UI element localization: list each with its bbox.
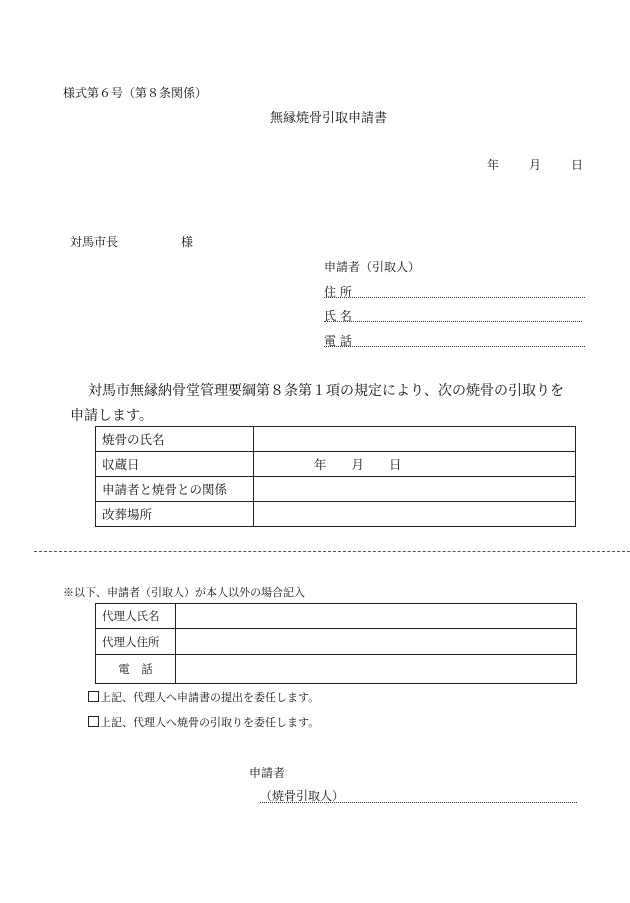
footer-signature-field[interactable] — [260, 787, 577, 803]
addressee-name: 対馬市長 — [70, 235, 119, 249]
row-label: 電 話 — [96, 655, 176, 684]
proxy-info-table — [95, 603, 577, 684]
proxy-name-cell[interactable] — [176, 604, 577, 629]
remains-name-cell[interactable] — [254, 427, 576, 452]
delegate-pickup-item — [88, 714, 319, 730]
applicant-name-label: 氏 名 — [324, 309, 352, 323]
delegate-pickup-checkbox[interactable] — [88, 716, 99, 727]
applicant-label: 申請者（引取人） — [324, 260, 421, 274]
applicant-address-field[interactable] — [324, 283, 585, 298]
proxy-address-cell[interactable] — [176, 629, 577, 655]
form-number: 様式第６号（第８条関係） — [63, 86, 208, 100]
date-day-label: 日 — [571, 158, 584, 172]
footer-sub-label: （焼骨引取人） — [260, 789, 345, 803]
row-label: 収蔵日 — [96, 452, 254, 477]
relationship-cell[interactable] — [254, 477, 576, 502]
proxy-note: ※以下、申請者（引取人）が本人以外の場合記入 — [63, 586, 305, 599]
date-year-label: 年 — [487, 158, 500, 172]
applicant-phone-field[interactable] — [324, 332, 585, 347]
body-text-line2: 申請します。 — [70, 408, 153, 424]
applicant-phone-label: 電 話 — [324, 334, 352, 348]
table-row — [96, 502, 576, 527]
row-label: 代理人住所 — [96, 629, 176, 655]
cut-line-divider — [34, 551, 630, 552]
delegate-submission-checkbox[interactable] — [88, 691, 99, 702]
table-row — [96, 629, 577, 655]
table-row — [96, 655, 577, 684]
table-row — [96, 477, 576, 502]
document-title: 無縁焼骨引取申請書 — [270, 111, 388, 126]
delegate-submission-item — [88, 689, 319, 705]
table-row — [96, 452, 576, 477]
reburial-place-cell[interactable] — [254, 502, 576, 527]
footer-applicant-label: 申請者 — [249, 766, 286, 780]
table-row — [96, 427, 576, 452]
row-label: 改葬場所 — [96, 502, 254, 527]
table-row — [96, 604, 577, 629]
addressee-honorific: 様 — [181, 235, 194, 249]
row-label: 代理人氏名 — [96, 604, 176, 629]
remains-info-table — [95, 426, 576, 527]
row-label: 申請者と焼骨との関係 — [96, 477, 254, 502]
body-text-line1: 対馬市無縁納骨堂管理要綱第８条第１項の規定により、次の焼骨の引取りを — [88, 383, 564, 399]
storage-date-cell[interactable]: 年 月 日 — [254, 452, 576, 477]
applicant-name-field[interactable] — [324, 307, 582, 322]
delegate-pickup-label: 上記、代理人へ焼骨の引取りを委任します。 — [100, 716, 320, 729]
applicant-address-label: 住 所 — [324, 285, 352, 299]
delegate-submission-label: 上記、代理人へ申請書の提出を委任します。 — [100, 691, 320, 704]
date-month-label: 月 — [529, 158, 542, 172]
row-label: 焼骨の氏名 — [96, 427, 254, 452]
proxy-phone-cell[interactable] — [176, 655, 577, 684]
